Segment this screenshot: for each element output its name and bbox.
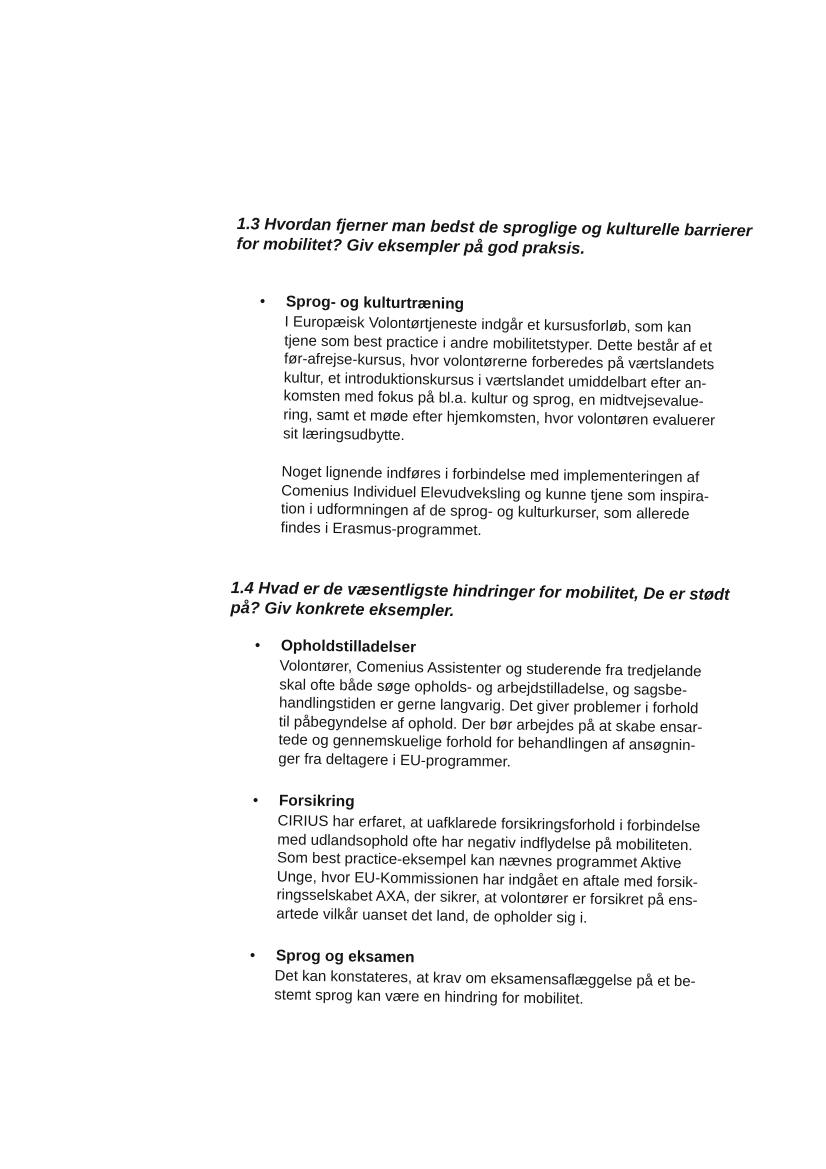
text-line: med udlandsophold ofte har negativ indflydelse på mobiliteten.: [277, 830, 693, 854]
item-title: Sprog og eksamen: [275, 947, 415, 967]
text-line: komsten med fokus på bl.a. kultur og sprog, en midtvejsevalue-: [283, 387, 704, 411]
bullet: •: [252, 792, 259, 810]
text-line: ringsselskabet AXA, der sikrer, at volontører er forsikret på ens-: [276, 886, 698, 910]
text-line: Som best practice-eksempel kan nævnes programmet Aktive: [276, 849, 682, 873]
text-line: ring, samt et møde efter hjemkomsten, hvor volontøren evaluerer: [283, 406, 716, 430]
bullet: •: [259, 293, 266, 311]
text-line: handlingstiden er gerne langvarig. Det giver problemer i forhold: [278, 694, 699, 718]
item-title: Forsikring: [278, 792, 355, 811]
list-item-sprog-eksamen: [249, 947, 770, 1024]
paragraph: [276, 812, 700, 929]
heading-line: på? Giv konkrete eksempler.: [230, 598, 455, 621]
text-line: artede vilkår uanset det land, de opholder sig i.: [276, 905, 588, 927]
heading-line: for mobilitet? Giv eksempler på god praksis.: [236, 234, 586, 258]
text-line: ger fra deltagere i EU-programmer.: [278, 750, 512, 771]
paragraph: [278, 657, 703, 774]
text-line: til påbegyndelse af ophold. Der bør arbejdes på at skabe ensar-: [278, 713, 703, 737]
text-line: Comenius Individuel Elevudveksling og kunne tjene som inspira-: [281, 481, 710, 505]
heading-line: 1.3 Hvordan fjerner man bedst de sproglige og kulturelle barrierer: [236, 214, 753, 241]
bullet: •: [249, 947, 256, 965]
text-line: stemt sprog kan være en hindring for mobilitet.: [274, 985, 584, 1008]
text-line: Unge, hvor EU-Kommissionen har indgået en aftale med forsik-: [276, 868, 698, 891]
list-item-forsikring: [251, 792, 773, 939]
paragraph: [283, 313, 717, 449]
list-item-sprog-kultur: [256, 293, 780, 560]
item-title: Opholdstilladelser: [280, 637, 417, 657]
text-line: Noget lignende indføres i forbindelse med implementeringen af: [281, 463, 700, 487]
section-1-3-heading: [236, 214, 752, 261]
text-line: før-afrejse-kursus, hvor volontørerne forberedes på værtslandets: [283, 350, 715, 374]
text-line: Volontører, Comenius Assistenter og studerende fra tredjelande: [279, 657, 702, 681]
heading-line: 1.4 Hvad er de væsentligste hindringer for mobilitet, De er stødt: [230, 578, 730, 604]
bullet: •: [254, 637, 261, 655]
text-line: CIRIUS har erfaret, at uafklarede forsikringsforhold i forbindelse: [277, 812, 701, 836]
paragraph: [274, 967, 696, 1010]
text-line: kultur, et introduktionskursus i værtslandet umiddelbart efter an-: [283, 369, 707, 393]
text-line: findes i Erasmus-programmet.: [280, 519, 482, 539]
text-line: skal ofte både søge opholds- og arbejdstilladelse, og sagsbe-: [279, 675, 688, 699]
text-line: I Europæisk Volontørtjeneste indgår et kursusforløb, som kan: [284, 313, 692, 337]
list-item-opholdstilladelser: [253, 637, 775, 784]
text-line: Det kan konstateres, at krav om eksamensaflæggelse på et be-: [274, 967, 696, 991]
paragraph: [281, 463, 710, 543]
text-line: tede og gennemskuelige forhold for behandlingen af ansøgnin-: [278, 731, 696, 755]
section-1-4-heading: [230, 578, 729, 625]
text-line: tjene som best practice i andre mobilitetstyper. Dette består af et: [284, 331, 713, 355]
text-line: tion i udformningen af de sprog- og kulturkurser, som allerede: [280, 500, 690, 524]
text-line: sit læringsudbytte.: [282, 424, 405, 444]
item-title: Sprog- og kulturtræning: [285, 293, 465, 313]
